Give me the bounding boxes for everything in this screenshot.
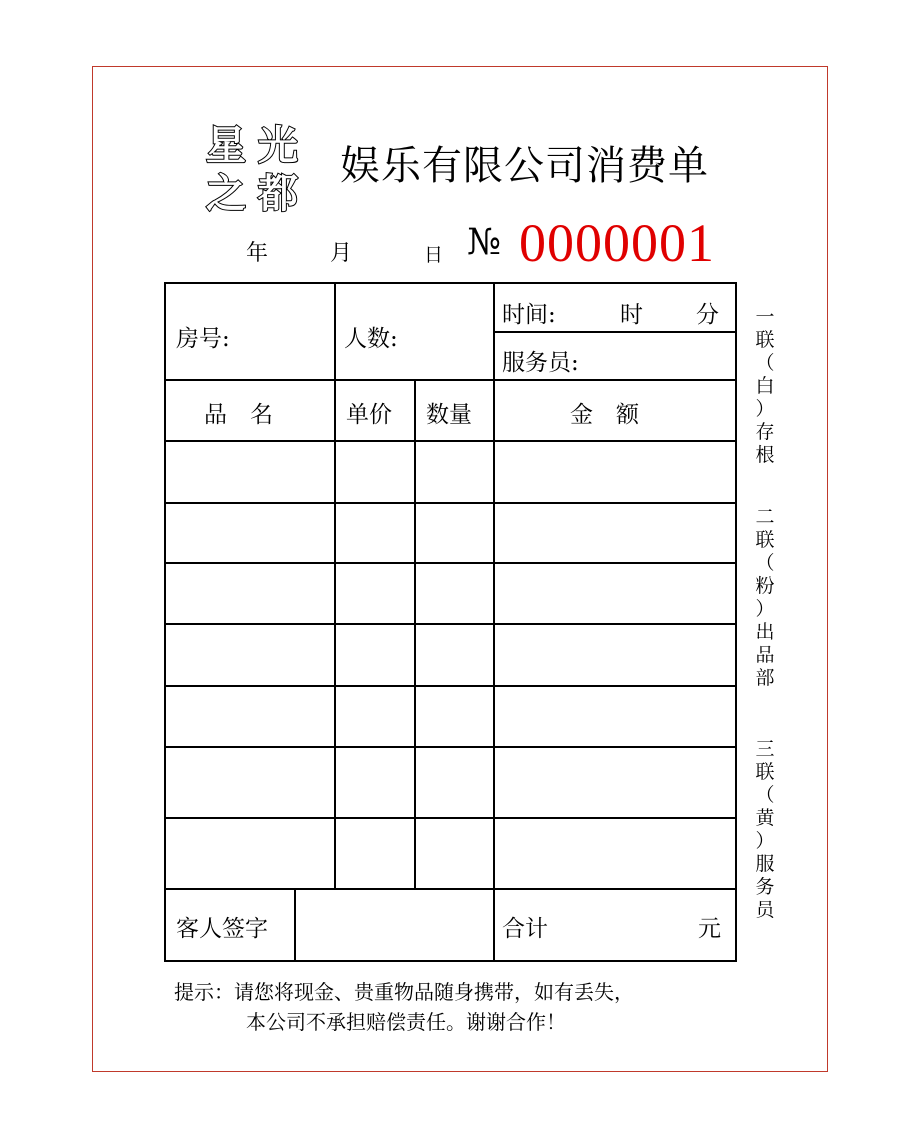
copy-label-char: ） <box>755 398 775 420</box>
copy-label-char: ） <box>755 830 775 852</box>
consumption-form <box>164 282 737 962</box>
logo-char: 都 <box>258 171 298 217</box>
col-quantity: 数量 <box>426 402 472 428</box>
copy-label-char: ） <box>755 598 775 620</box>
grid-line <box>166 817 737 819</box>
time-label: 时间: <box>502 302 556 328</box>
grid-line <box>414 379 416 888</box>
col-amount: 金 额 <box>570 402 639 428</box>
copy-label-char: 存 <box>755 421 775 443</box>
grid-line <box>166 502 737 504</box>
copy-label-char: 联 <box>755 529 775 551</box>
copy-label-char: 部 <box>755 667 775 689</box>
copy-label-char: 三 <box>755 738 775 760</box>
copy-label-yellow <box>750 738 780 922</box>
grid-line <box>166 685 737 687</box>
guest-count-label: 人数: <box>344 326 398 352</box>
copy-label-white <box>750 306 780 467</box>
logo-char: 之 <box>206 171 246 217</box>
copy-label-char: 白 <box>755 375 775 397</box>
grid-line <box>166 562 737 564</box>
total-unit-label: 元 <box>698 916 721 942</box>
grid-line <box>493 331 737 333</box>
copy-label-char: 出 <box>755 621 775 643</box>
copy-label-char: （ <box>755 352 775 374</box>
grid-line <box>334 284 336 888</box>
copy-label-char: 服 <box>755 853 775 875</box>
serial-number-label: № <box>467 222 502 263</box>
grid-line <box>166 379 737 381</box>
copy-label-char: 粉 <box>755 575 775 597</box>
grid-line <box>294 888 296 962</box>
guest-signature-label: 客人签字 <box>176 916 268 942</box>
logo-char: 光 <box>258 123 298 169</box>
copy-label-char: 一 <box>755 306 775 328</box>
copy-label-char: 联 <box>755 761 775 783</box>
copy-label-text <box>750 306 780 467</box>
notice-line-1: 提示：请您将现金、贵重物品随身携带，如有丢失， <box>174 980 634 1004</box>
copy-label-char: （ <box>755 784 775 806</box>
date-day-label: 日 <box>424 244 444 266</box>
copy-label-pink <box>750 506 780 690</box>
col-item-name: 品 名 <box>204 402 273 428</box>
col-unit-price: 单价 <box>346 402 392 428</box>
copy-label-text <box>750 506 780 690</box>
notice-line-2: 本公司不承担赔偿责任。谢谢合作！ <box>246 1010 566 1034</box>
document-title: 娱乐有限公司消费单 <box>340 143 709 189</box>
copy-label-char: 员 <box>755 899 775 921</box>
date-month-label: 月 <box>330 241 353 266</box>
serial-number: 0000001 <box>519 213 715 273</box>
grid-line <box>166 746 737 748</box>
hour-label: 时 <box>620 302 643 328</box>
date-year-label: 年 <box>246 241 269 266</box>
copy-label-text <box>750 738 780 922</box>
grid-line <box>493 284 495 962</box>
copy-label-char: 黄 <box>755 807 775 829</box>
copy-label-char: （ <box>755 552 775 574</box>
logo-char: 星 <box>206 123 246 169</box>
copy-label-char: 二 <box>755 506 775 528</box>
room-number-label: 房号: <box>176 326 230 352</box>
total-label: 合计 <box>502 916 548 942</box>
waiter-label: 服务员: <box>502 350 579 376</box>
copy-label-char: 根 <box>755 444 775 466</box>
brand-logo <box>202 122 306 218</box>
minute-label: 分 <box>696 302 719 328</box>
grid-line <box>166 440 737 442</box>
grid-line <box>166 888 737 890</box>
copy-label-char: 品 <box>755 644 775 666</box>
grid-line <box>166 623 737 625</box>
copy-label-char: 联 <box>755 329 775 351</box>
copy-label-char: 务 <box>755 876 775 898</box>
